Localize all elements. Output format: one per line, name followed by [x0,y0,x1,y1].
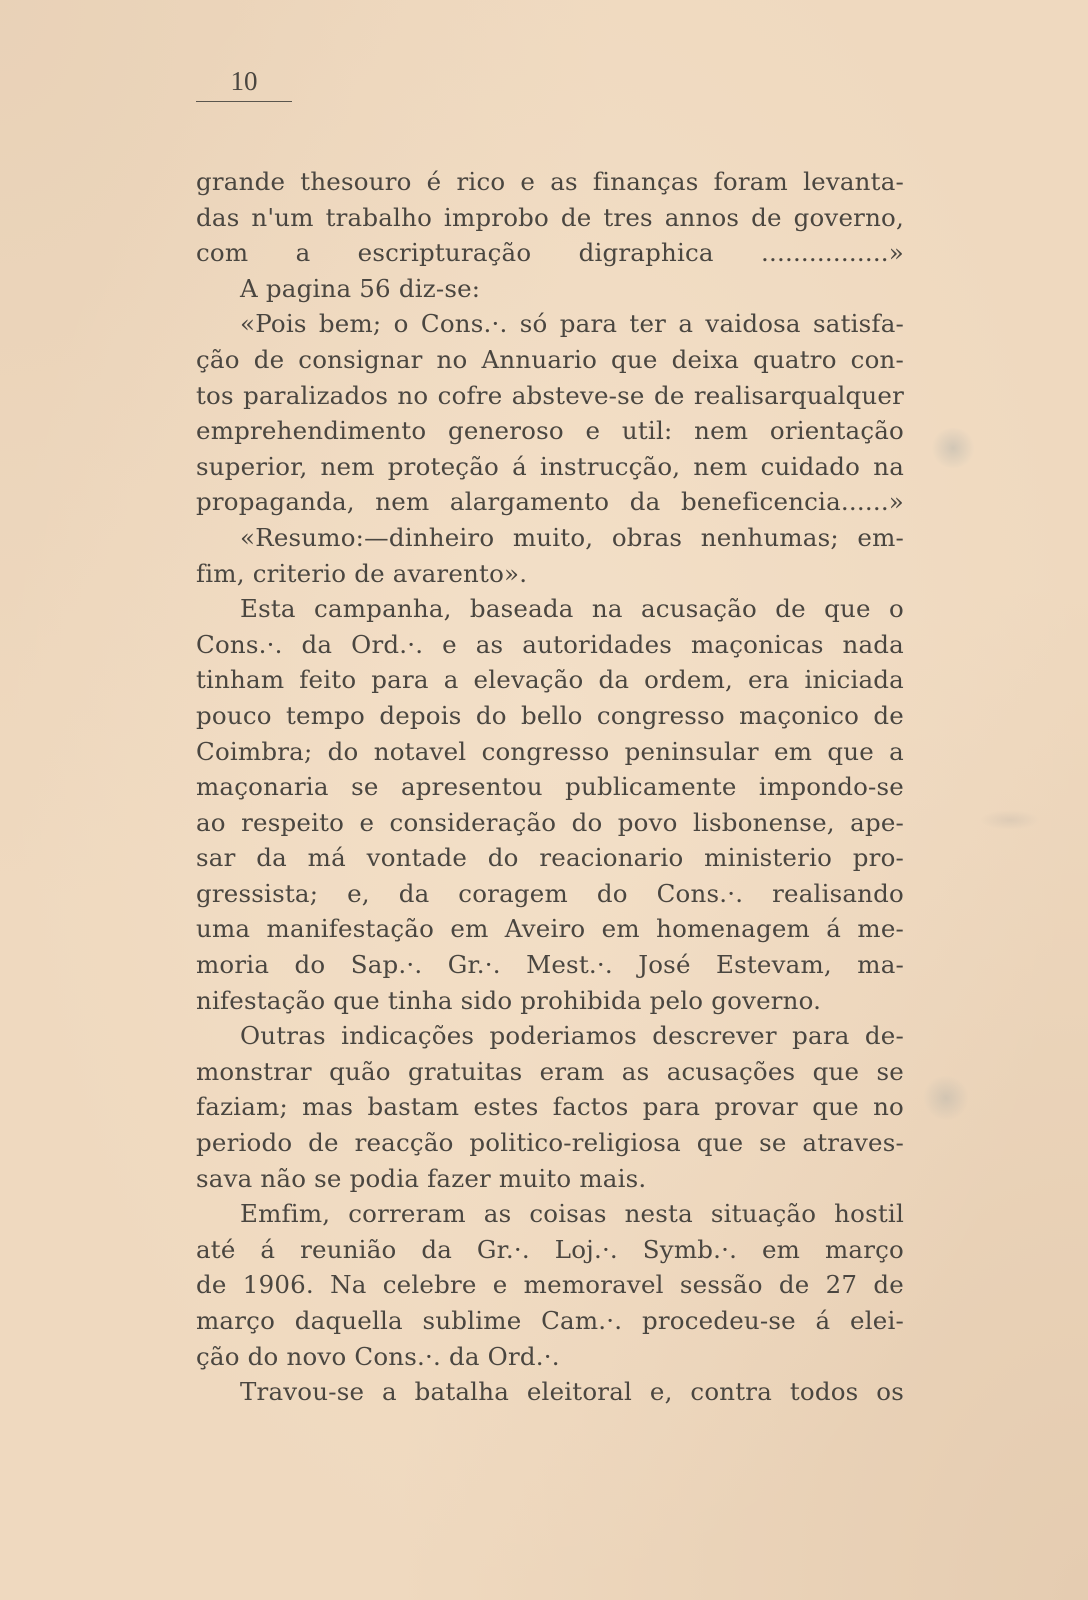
text-line: Emfim, correram as coisas nesta situação hostil [240,1199,904,1229]
text-line: com a escripturação digraphica ................» [196,238,904,268]
text-line: fim, criterio de avarento». [196,558,528,588]
paper-stain [930,428,976,468]
text-line: pouco tempo depois do bello congresso maçonico de [196,700,904,730]
page-number: 10 [230,66,258,96]
paper-stain [980,810,1040,830]
text-line: moria do Sap.·. Gr.·. Mest.·. José Estevam, ma- [196,950,904,980]
text-line: tos paralizados no cofre absteve-se de realisarqualquer [196,380,904,410]
text-line: tinham feito para a elevação da ordem, era iniciada [196,665,904,695]
text-line: ção do novo Cons.·. da Ord.·. [196,1341,560,1371]
text-line: grande thesouro é rico e as finanças foram levanta- [196,167,904,196]
text-line: monstrar quão gratuitas eram as acusações que se [196,1056,904,1086]
text-line: «Resumo:—dinheiro muito, obras nenhumas; em- [240,522,904,552]
text-line: propaganda, nem alargamento da beneficencia......» [196,487,904,517]
text-line: «Pois bem; o Cons.·. só para ter a vaidosa satisfa- [240,309,904,339]
text-line: periodo de reacção politico-religiosa que se atraves- [196,1128,904,1158]
text-line: das n'um trabalho improbo de tres annos de governo, [196,202,904,232]
text-line: maçonaria se apresentou publicamente impondo-se [196,772,904,802]
text-line: ção de consignar no Annuario que deixa quatro con- [196,344,904,374]
body-text [196,164,904,1410]
paper-stain [922,1076,970,1120]
text-line: gressista; e, da coragem do Cons.·. realisando [196,878,904,908]
text-line: de 1906. Na celebre e memoravel sessão de 27 de [196,1270,904,1300]
text-line: Coimbra; do notavel congresso peninsular em que a [196,736,904,766]
text-line: uma manifestação em Aveiro em homenagem á me- [196,914,904,944]
text-line: até á reunião da Gr.·. Loj.·. Symb.·. em março [196,1234,904,1264]
text-line: nifestação que tinha sido prohibida pelo governo. [196,985,822,1015]
text-line: Cons.·. da Ord.·. e as autoridades maçonicas nada [196,629,904,659]
text-line: Esta campanha, baseada na acusação de que o [240,594,904,624]
text-line: sava não se podia fazer muito mais. [196,1163,647,1193]
text-line: Outras indicações poderiamos descrever para de- [240,1021,904,1051]
text-line: março daquella sublime Cam.·. procedeu-se á elei- [196,1306,904,1335]
page-number-rule [196,101,292,102]
text-line: sar da má vontade do reacionario ministerio pro- [196,843,904,873]
text-line: Travou-se a batalha eleitoral e, contra todos os [240,1377,904,1407]
text-line: A pagina 56 diz-se: [240,273,481,303]
text-line: superior, nem proteção á instrucção, nem cuidado na [196,451,904,481]
text-line: emprehendimento generoso e util: nem orientação [196,416,904,446]
text-line: faziam; mas bastam estes factos para provar que no [196,1092,904,1122]
text-line: ao respeito e consideração do povo lisbonense, ape- [196,807,904,837]
